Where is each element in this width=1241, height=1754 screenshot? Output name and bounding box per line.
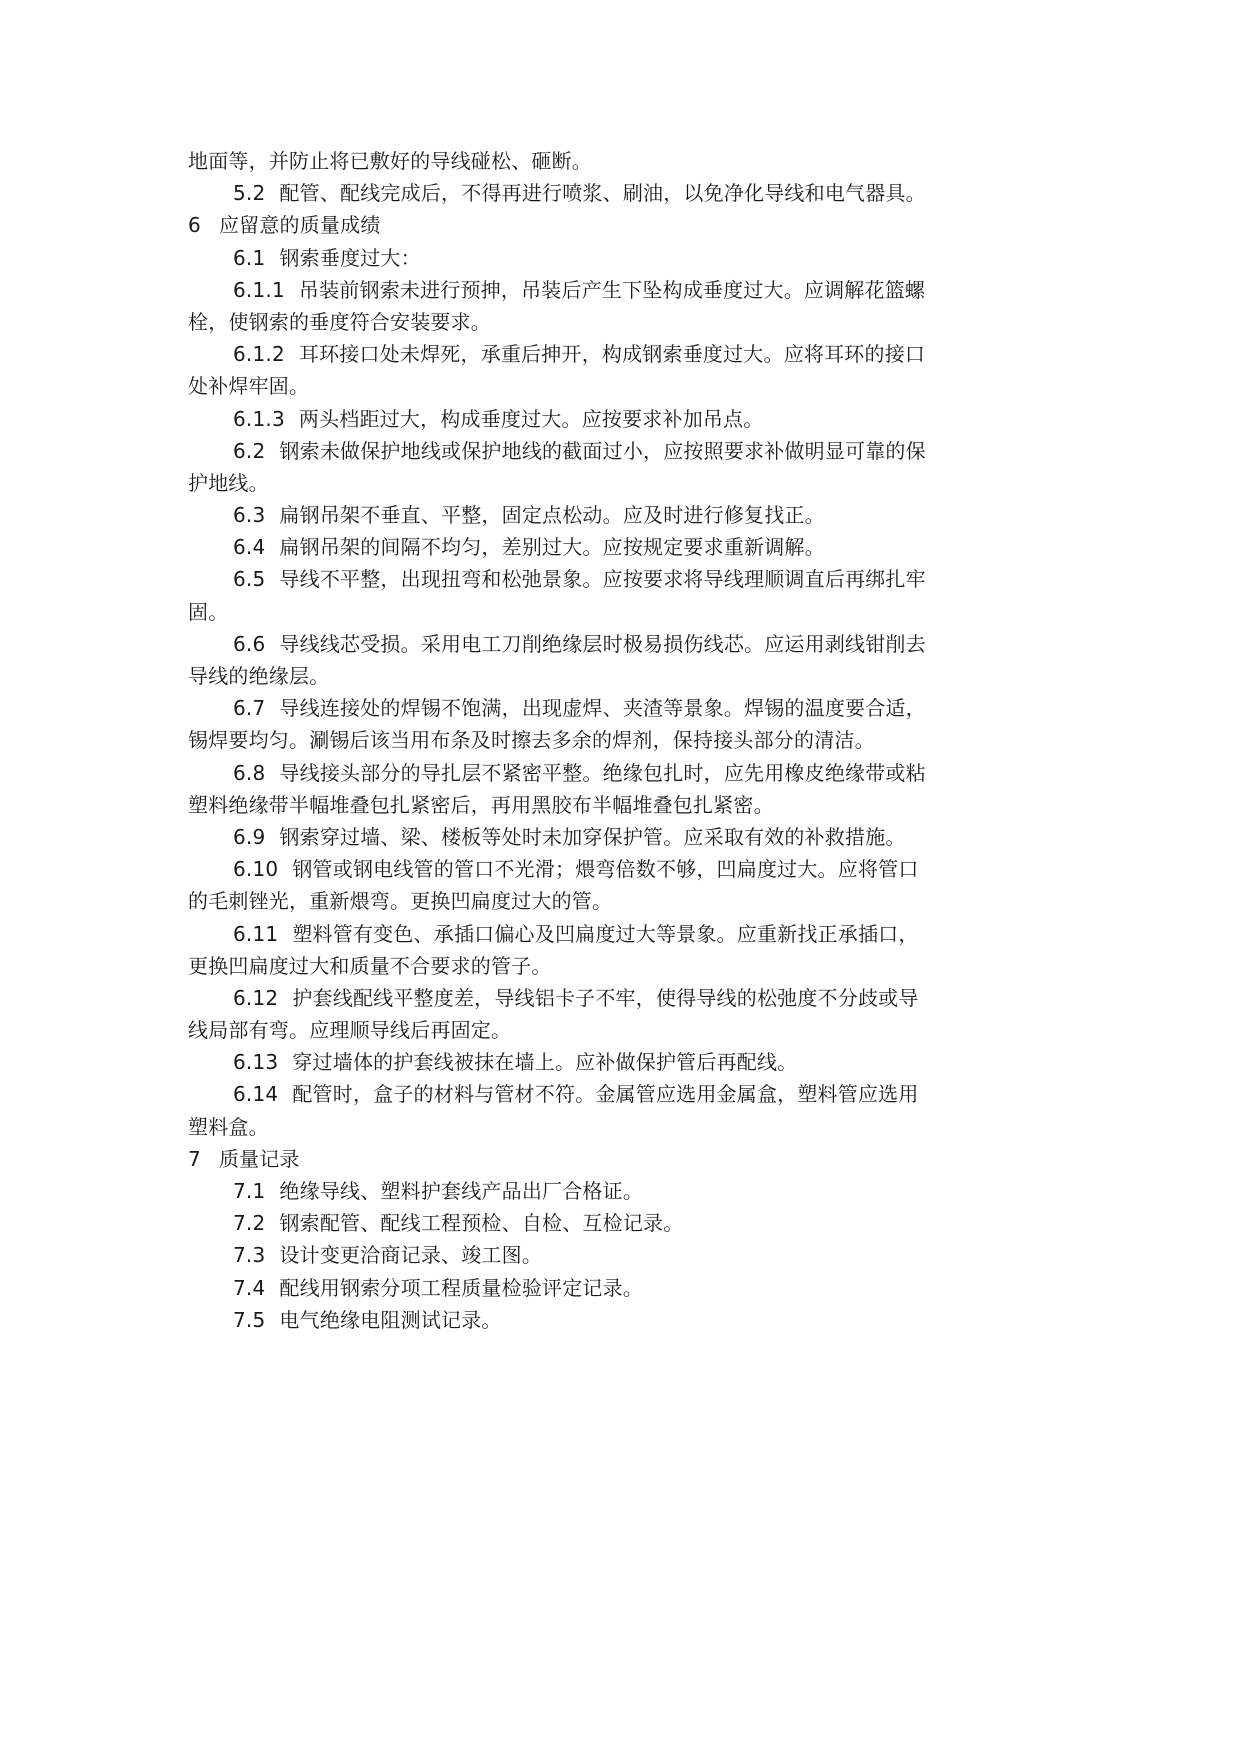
item-text: 钢索未做保护地线或保护地线的截面过小，应按照要求补做明显可靠的保: [279, 438, 926, 463]
item-number: 7.4: [233, 1275, 266, 1300]
numbered-item: [188, 1207, 1098, 1239]
item-text: 扁钢吊架不垂直、平整，固定点松动。应及时进行修复找正。: [279, 503, 825, 528]
item-number: 6.12: [233, 985, 279, 1010]
item-text: 电气绝缘电阻测试记录。: [279, 1307, 502, 1332]
continuation-line: [188, 724, 1098, 756]
continuation-line: [188, 1014, 1098, 1046]
continuation-line: [188, 789, 1098, 821]
item-number: 6.8: [233, 760, 266, 785]
item-text: 塑料绝缘带半幅堆叠包扎紧密后，再用黑胶布半幅堆叠包扎紧密。: [188, 792, 774, 817]
item-text: 质量记录: [218, 1146, 300, 1171]
item-text: 栓，使钢索的垂度符合安装要求。: [188, 309, 491, 334]
item-text: 导线不平整，出现扭弯和松弛景象。应按要求将导线理顺调直后再绑扎牢: [279, 567, 926, 592]
item-text: 锡焊要均匀。涮锡后该当用布条及时擦去多余的焊剂，保持接头部分的清洁。: [188, 728, 875, 753]
item-number: 7.5: [233, 1307, 266, 1332]
numbered-item: [188, 853, 1098, 885]
item-text: 钢索穿过墙、梁、楼板等处时未加穿保护管。应采取有效的补救措施。: [279, 824, 906, 849]
item-text: 钢索配管、配线工程预检、自检、互检记录。: [279, 1211, 684, 1236]
numbered-item: [188, 757, 1098, 789]
item-text: 绝缘导线、塑料护套线产品出厂合格证。: [279, 1179, 644, 1203]
item-number: 6.1.2: [233, 342, 285, 367]
numbered-item: [188, 531, 1098, 563]
numbered-item: [188, 1078, 1098, 1110]
item-text: 地面等，并防止将已敷好的导线碰松、砸断。: [188, 149, 592, 173]
section-heading: [188, 209, 1098, 241]
continuation-line: [188, 467, 1098, 499]
item-number: 7: [188, 1146, 201, 1171]
item-number: 6.11: [233, 921, 279, 946]
item-text: 配线用钢索分项工程质量检验评定记录。: [279, 1275, 644, 1300]
numbered-item: [188, 1175, 1098, 1207]
item-number: 6.4: [233, 535, 266, 560]
item-text: 扁钢吊架的间隔不均匀，差别过大。应按规定要求重新调解。: [279, 535, 825, 560]
item-number: 6.6: [233, 631, 266, 656]
item-text: 处补焊牢固。: [188, 374, 310, 399]
numbered-item: [188, 918, 1098, 950]
item-number: 6.14: [233, 1082, 279, 1107]
item-text: 钢管或钢电线管的管口不光滑；煨弯倍数不够，凹扁度过大。应将管口: [292, 857, 919, 882]
item-text: 耳环接口处未焊死，承重后抻开，构成钢索垂度过大。应将耳环的接口: [298, 342, 926, 367]
item-number: 5.2: [233, 181, 266, 206]
numbered-item: [188, 982, 1098, 1014]
item-text: 护套线配线平整度差，导线铝卡子不牢，使得导线的松弛度不分歧或导: [292, 985, 919, 1010]
continuation-line: [188, 660, 1098, 692]
item-text: 钢索垂度过大：: [279, 245, 421, 270]
item-number: 6.1: [233, 245, 266, 270]
item-text: 的毛刺锉光，重新煨弯。更换凹扁度过大的管。: [188, 889, 613, 914]
numbered-item: [188, 692, 1098, 724]
numbered-item: [188, 1304, 1098, 1336]
item-text: 设计变更洽商记录、竣工图。: [279, 1243, 543, 1268]
continuation-line: [188, 1111, 1098, 1143]
item-number: 7.1: [233, 1179, 266, 1203]
document-page: [188, 145, 1098, 1336]
item-number: 7.3: [233, 1243, 266, 1268]
numbered-item: [188, 1046, 1098, 1078]
item-number: 6.1.1: [233, 277, 285, 302]
item-number: 6.13: [233, 1050, 279, 1075]
item-number: 6.10: [233, 857, 279, 882]
numbered-item: [188, 563, 1098, 595]
continuation-line: [188, 370, 1098, 402]
item-text: 导线接头部分的导扎层不紧密平整。绝缘包扎时，应先用橡皮绝缘带或粘: [279, 760, 926, 785]
section-heading: [188, 1143, 1098, 1175]
numbered-item: [188, 274, 1098, 306]
item-text: 导线的绝缘层。: [188, 664, 330, 688]
item-number: 6.1.3: [233, 406, 285, 431]
item-text: 应留意的质量成绩: [218, 213, 381, 238]
continuation-line: [188, 596, 1098, 628]
item-number: 7.2: [233, 1211, 266, 1236]
item-text: 导线连接处的焊锡不饱满，出现虚焊、夹渣等景象。焊锡的温度要合适，: [279, 696, 926, 721]
numbered-item: [188, 499, 1098, 531]
item-number: 6.3: [233, 503, 266, 528]
item-text: 配管、配线完成后，不得再进行喷浆、刷油，以免净化导线和电气器具。: [279, 181, 926, 206]
continuation-line: [188, 145, 1098, 177]
item-text: 配管时，盒子的材料与管材不符。金属管应选用金属盒，塑料管应选用: [292, 1082, 919, 1107]
item-text: 穿过墙体的护套线被抹在墙上。应补做保护管后再配线。: [292, 1050, 798, 1075]
item-text: 护地线。: [188, 470, 269, 495]
numbered-item: [188, 403, 1098, 435]
numbered-item: [188, 1272, 1098, 1304]
item-number: 6.2: [233, 438, 266, 463]
item-text: 固。: [188, 599, 229, 624]
item-number: 6.7: [233, 696, 266, 721]
numbered-item: [188, 821, 1098, 853]
item-text: 线局部有弯。应理顺导线后再固定。: [188, 1018, 512, 1043]
item-text: 吊装前钢索未进行预抻，吊装后产生下坠构成垂度过大。应调解花篮螺: [298, 277, 926, 302]
numbered-item: [188, 177, 1098, 209]
numbered-item: [188, 338, 1098, 370]
continuation-line: [188, 306, 1098, 338]
numbered-item: [188, 242, 1098, 274]
item-number: 6.9: [233, 824, 266, 849]
item-text: 两头档距过大，构成垂度过大。应按要求补加吊点。: [298, 406, 764, 431]
item-text: 更换凹扁度过大和质量不合要求的管子。: [188, 953, 552, 978]
item-text: 塑料管有变色、承插口偏心及凹扁度过大等景象。应重新找正承插口，: [292, 921, 919, 946]
numbered-item: [188, 1239, 1098, 1271]
item-text: 塑料盒。: [188, 1114, 269, 1139]
item-number: 6: [188, 213, 201, 238]
item-number: 6.5: [233, 567, 266, 592]
numbered-item: [188, 628, 1098, 660]
item-text: 导线线芯受损。采用电工刀削绝缘层时极易损伤线芯。应运用剥线钳削去: [279, 631, 926, 656]
continuation-line: [188, 950, 1098, 982]
continuation-line: [188, 885, 1098, 917]
numbered-item: [188, 435, 1098, 467]
